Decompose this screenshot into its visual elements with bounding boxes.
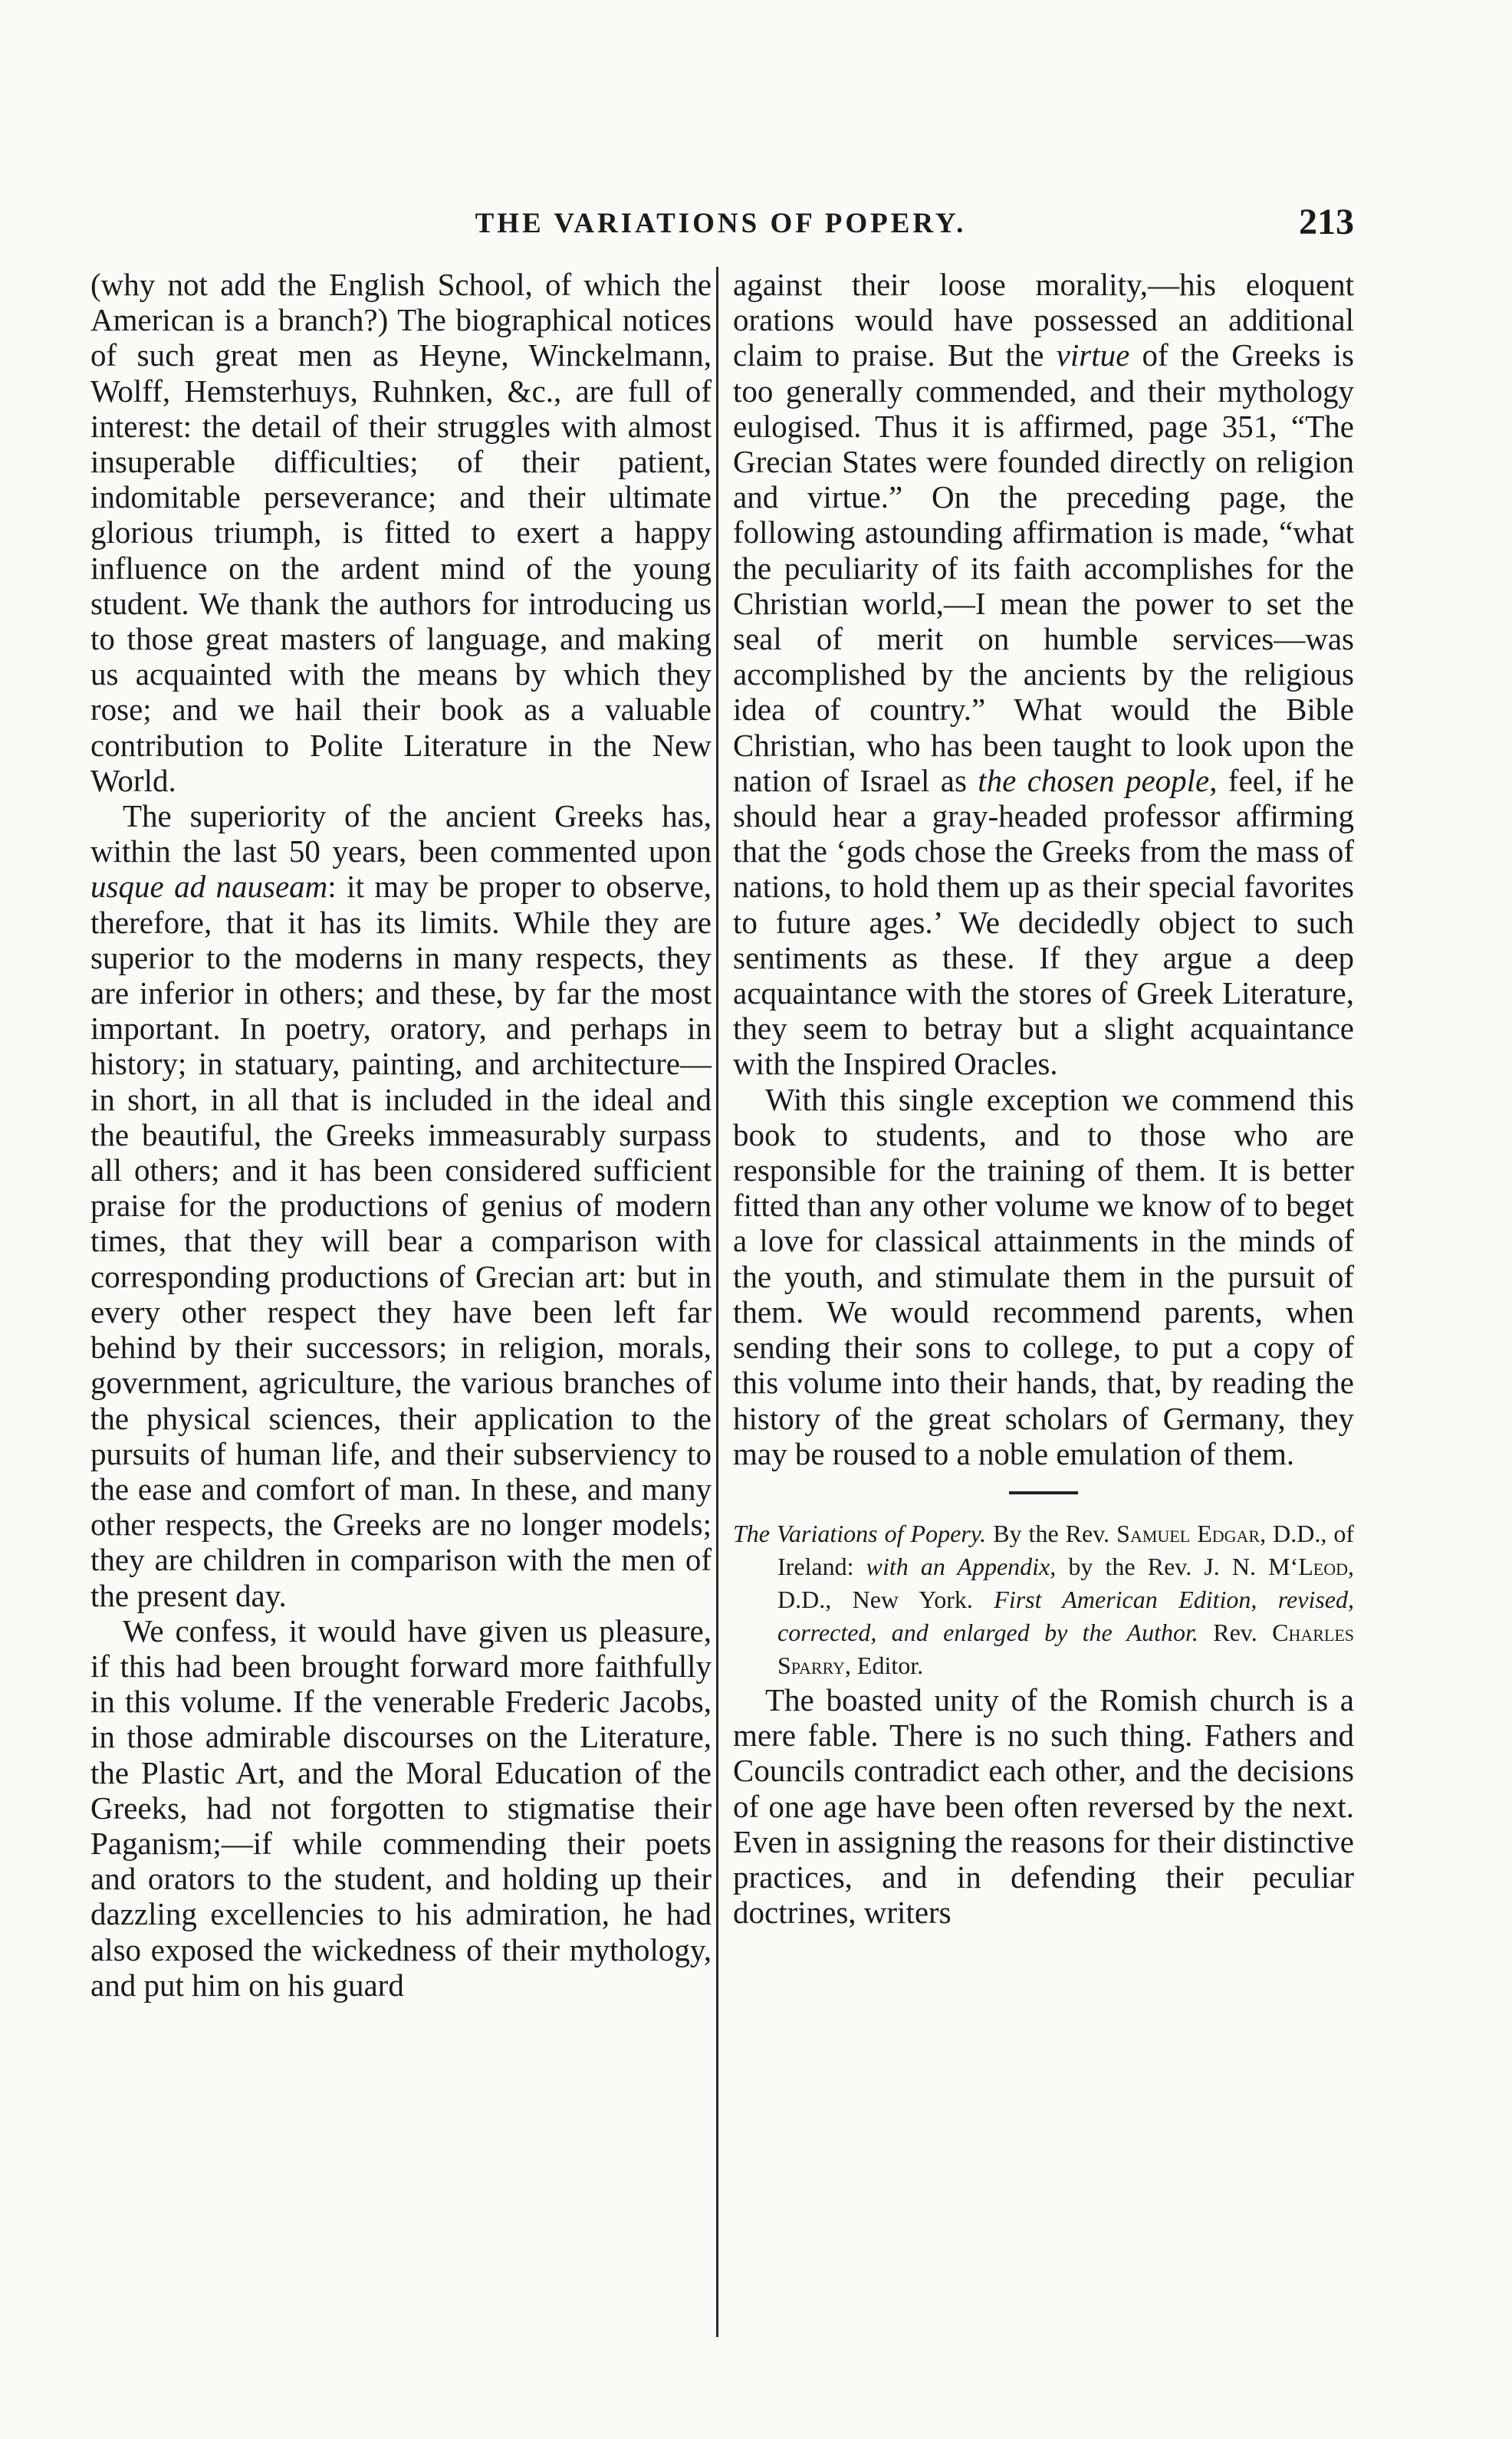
text-run: of the Greeks is too generally commended, and their mythology eulogised. Thus it is affirmed, page 351, “The Grecian States were founded directly on religion and virtue.” On the preceding page, the following astounding affirmation is made, “what the peculiarity of its faith accomplishes for the Christian world,—I mean the power to set the seal of merit on humble services—was accomplished by the ancients by the religious idea of country.” What would the Bible Christian, who has been taught to look upon the nation of Israel as xyxy=(733,337,1355,798)
page-number: 213 xyxy=(1299,202,1354,242)
text-run: The superiority of the ancient Greeks has, within the last 50 years, been commented upon xyxy=(90,798,712,869)
italic-word: virtue xyxy=(1056,337,1130,373)
book-author: Samuel Edgar xyxy=(1116,1519,1261,1547)
text-run: , Editor. xyxy=(844,1651,924,1679)
text-run: : it may be proper to observe, therefore, that it has its limits. While they are superior to the moderns in many respects, they are inferior in others; and these, by far the most important. In poetry, oratory, and perhaps in history; in statuary, painting, and architecture—in short, in all that is included in the ideal and the beautiful, the Greeks immeasurably surpass all others; and it has been considered sufficient praise for the productions of genius of modern times, that they will bear a comparison with corresponding productions of Grecian art: but in every other respect they have been left far behind by their successors; in religion, morals, government, agriculture, the various branches of the physical sciences, their application to the pursuits of human life, and their subserviency to the ease and comfort of man. In these, and many other respects, the Greeks are no longer models; they are children in comparison with the men of the present day. xyxy=(90,869,712,1613)
text-run: , feel, if he should hear a gray-headed professor affirming that the ‘gods chose the Greeks from the mass of nations, to hold them up as their special favorites to future ages.’ We decidedly object to such sentiments as these. If they argue a deep acquaintance with the stores of Greek Literature, they seem to betray but a slight acquaintance with the Inspired Oracles. xyxy=(733,762,1354,1082)
text-run: against their loose morality,—his eloquent orations would have possessed an additional claim to praise. But the xyxy=(733,267,1354,373)
edition-note: First American Edition, revised, corrected, and enlarged by the Author. xyxy=(777,1585,1355,1646)
running-title: THE VARIATIONS OF POPERY. xyxy=(475,208,967,239)
text-run: Rev. xyxy=(1198,1618,1273,1646)
italic-phrase: usque ad nauseam xyxy=(90,869,328,905)
left-paragraph-2 xyxy=(90,798,712,1613)
right-column xyxy=(733,267,1354,2337)
text-run: by the Rev. xyxy=(1056,1552,1205,1580)
appendix-note: with an Appendix, xyxy=(866,1552,1057,1580)
right-paragraph-1 xyxy=(733,267,1354,1082)
right-paragraph-3: The boasted unity of the Romish church is a mere fable. There is no such thing. Fathers and Councils contradict each other, and the decisions of one age have been often reversed by the next. Even in assigning the reasons for their distinctive practices, and in defending their peculiar doctrines, writers xyxy=(733,1681,1354,1931)
italic-phrase: the chosen people xyxy=(978,762,1210,798)
text-run: , D.D., New York. xyxy=(777,1552,1355,1613)
text-run: By the Rev. xyxy=(986,1519,1117,1547)
book-editor: Charles Sparry xyxy=(777,1618,1355,1679)
running-head xyxy=(84,201,1357,247)
left-paragraph-1: (why not add the English School, of which the American is a branch?) The biographical notices of such great men as Heyne, Winckelmann, Wolff, Hemsterhuys, Ruhnken, &c., are full of interest: the detail of their struggles with almost insuperable difficulties; of their patient, indomitable perseverance; and their ultimate glorious triumph, is fitted to exert a happy influence on the ardent mind of the young student. We thank the authors for introducing us to those great masters of language, and making us acquainted with the means by which they rose; and we hail their book as a valuable contribution to Polite Literature in the New World. xyxy=(90,267,712,798)
column-divider xyxy=(716,267,718,2337)
review-book-entry xyxy=(733,1517,1354,1682)
appendix-author: J. N. M‘Leod xyxy=(1204,1552,1349,1580)
left-paragraph-3: We confess, it would have given us pleasure, if this had been brought forward more faithfully in this volume. If the venerable Frederic Jacobs, in those admirable discourses on the Literature, the Plastic Art, and the Moral Education of the Greeks, had not forgotten to stigmatise their Paganism;—if while commending their poets and orators to the student, and holding up their dazzling excellencies to his admiration, he had also exposed the wickedness of their mythology, and put him on his guard xyxy=(90,1612,712,2003)
book-title: The Variations of Popery. xyxy=(733,1519,987,1547)
section-rule xyxy=(1009,1491,1078,1494)
text-run: , D.D., of Ireland: xyxy=(777,1519,1355,1580)
left-column xyxy=(90,267,712,2337)
right-paragraph-2: With this single exception we commend this book to students, and to those who are responsible for the training of them. It is better fitted than any other volume we know of to beget a love for classical attainments in the minds of the youth, and stimulate them in the pursuit of them. We would recommend parents, when sending their sons to college, to put a copy of this volume into their hands, that, by reading the history of the great scholars of Germany, they may be roused to a noble emulation of them. xyxy=(733,1081,1354,1471)
